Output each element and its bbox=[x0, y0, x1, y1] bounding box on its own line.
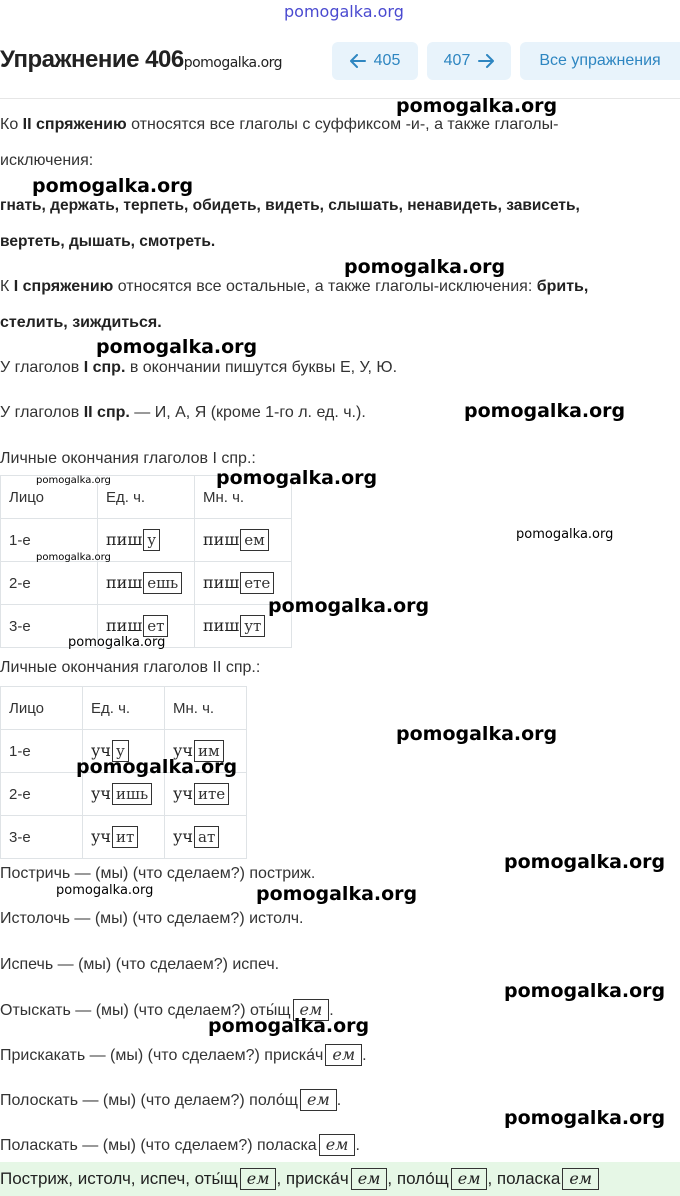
ending-box: ешь bbox=[143, 572, 182, 594]
ending-box: ет bbox=[143, 615, 168, 637]
watermark: pomogalka.org bbox=[76, 756, 238, 778]
example-text: Постричь — (мы) (что сделаем?) постриж. bbox=[0, 865, 316, 882]
watermark: pomogalka.org bbox=[216, 467, 378, 489]
ending-box: ишь bbox=[112, 783, 152, 805]
plural-cell bbox=[195, 519, 292, 562]
rule-second-conjugation bbox=[0, 116, 558, 134]
word-stem: пиш bbox=[203, 573, 240, 592]
site-logo[interactable]: pomogalka.org bbox=[284, 2, 404, 21]
rule2-pre: Ко bbox=[0, 116, 23, 133]
all-exercises-label: Все упражнения bbox=[539, 52, 661, 69]
watermark: pomogalka.org bbox=[68, 635, 166, 650]
ending-box: ем bbox=[240, 1168, 277, 1190]
endings2-pre: У глаголов bbox=[0, 404, 84, 421]
answer-text: , приска́ч bbox=[276, 1169, 349, 1188]
table-header-row bbox=[1, 687, 247, 730]
word-stem: пиш bbox=[203, 616, 240, 635]
rule1-exceptions-1: брить, bbox=[536, 278, 589, 295]
example-line bbox=[0, 865, 315, 883]
table-row bbox=[1, 816, 247, 859]
watermark: pomogalka.org bbox=[268, 595, 430, 617]
header-divider bbox=[0, 98, 680, 99]
ending-box: ем bbox=[562, 1168, 599, 1190]
table-row bbox=[1, 773, 247, 816]
answer-box bbox=[0, 1162, 680, 1196]
watermark: pomogalka.org bbox=[504, 1107, 666, 1129]
watermark: pomogalka.org bbox=[516, 527, 614, 542]
prev-exercise-button[interactable] bbox=[332, 42, 418, 80]
answer-text: , поло́щ bbox=[387, 1169, 449, 1188]
ending-box: ем bbox=[351, 1168, 388, 1190]
word-stem: уч bbox=[173, 741, 193, 760]
example-line bbox=[0, 910, 303, 928]
watermark: pomogalka.org bbox=[464, 400, 626, 422]
table-header-cell: Лицо bbox=[1, 476, 98, 519]
watermark: pomogalka.org bbox=[396, 723, 558, 745]
example-text: Поласкать — (мы) (что сделаем?) поласка bbox=[0, 1137, 317, 1154]
example-tail: . bbox=[355, 1137, 360, 1154]
watermark: pomogalka.org bbox=[396, 95, 558, 117]
example-tail: . bbox=[336, 1092, 342, 1109]
ending-box: у bbox=[112, 740, 129, 762]
person-cell: 3-е bbox=[1, 605, 98, 648]
ending-box: ем bbox=[240, 529, 269, 551]
table-header-cell: Ед. ч. bbox=[83, 687, 165, 730]
person-cell: 3-е bbox=[1, 816, 83, 859]
table-header-cell: Лицо bbox=[1, 687, 83, 730]
word-stem: уч bbox=[173, 784, 193, 803]
table-header-cell: Мн. ч. bbox=[195, 476, 292, 519]
exercise-title: Упражнение 406 bbox=[0, 46, 184, 73]
example-tail: . bbox=[362, 1047, 367, 1064]
watermark: pomogalka.org bbox=[344, 256, 506, 278]
endings2-post: — И, А, Я (кроме 1-го л. ед. ч.). bbox=[129, 404, 366, 421]
ending-box: ите bbox=[194, 783, 229, 805]
ending-box: ат bbox=[194, 826, 219, 848]
next-exercise-button[interactable] bbox=[427, 42, 511, 80]
word-stem: пиш bbox=[106, 616, 143, 635]
example-line bbox=[0, 1134, 360, 1156]
singular-cell bbox=[83, 816, 165, 859]
next-exercise-label: 407 bbox=[443, 52, 471, 69]
rule2-line2: исключения: bbox=[0, 152, 94, 169]
rule1-exceptions-2: стелить, зиждиться. bbox=[0, 314, 162, 331]
table-row bbox=[1, 562, 292, 605]
person-cell: 2-е bbox=[1, 773, 83, 816]
ending-box: ут bbox=[240, 615, 265, 637]
watermark: pomogalka.org bbox=[256, 883, 418, 905]
page-title bbox=[0, 46, 282, 74]
example-text: Отыскать — (мы) (что сделаем?) оты́щ bbox=[0, 1002, 291, 1019]
rule1-pre: К bbox=[0, 278, 14, 295]
table-header-cell: Мн. ч. bbox=[165, 687, 247, 730]
word-stem: уч bbox=[91, 784, 111, 803]
ending-box: ем bbox=[300, 1089, 337, 1111]
person-cell: 2-е bbox=[1, 562, 98, 605]
endings1-pre: У глаголов bbox=[0, 359, 84, 376]
ending-box: ем bbox=[451, 1168, 488, 1190]
ending-box: ем bbox=[293, 999, 330, 1021]
rule2-exceptions-1: гнать, держать, терпеть, обидеть, видеть, слышать, ненавидеть, зависеть, bbox=[0, 197, 580, 214]
prev-exercise-label: 405 bbox=[373, 52, 401, 69]
word-stem: уч bbox=[173, 827, 193, 846]
word-stem: пиш bbox=[203, 530, 240, 549]
rule2-exceptions-2: вертеть, дышать, смотреть. bbox=[0, 233, 216, 250]
watermark: pomogalka.org bbox=[56, 883, 154, 898]
watermark: pomogalka.org bbox=[36, 552, 111, 563]
title-watermark: pomogalka.org bbox=[183, 55, 283, 71]
endings-second-conjugation bbox=[0, 404, 366, 422]
plural-cell bbox=[165, 816, 247, 859]
word-stem: пиш bbox=[106, 573, 143, 592]
rule2-bold: II спряжению bbox=[22, 116, 127, 133]
all-exercises-button[interactable] bbox=[520, 42, 680, 80]
word-stem: пиш bbox=[106, 530, 143, 549]
example-text: Истолочь — (мы) (что сделаем?) истолч. bbox=[0, 910, 304, 927]
watermark: pomogalka.org bbox=[96, 336, 258, 358]
rule2-post: относятся все глаголы с суффиксом -и-, а также глаголы- bbox=[126, 116, 559, 133]
rule1-bold: I спряжению bbox=[13, 278, 114, 295]
answer-text: Постриж, истолч, испеч, оты́щ bbox=[0, 1169, 238, 1188]
example-line bbox=[0, 956, 279, 974]
watermark: pomogalka.org bbox=[504, 851, 666, 873]
word-stem: уч bbox=[91, 741, 111, 760]
example-tail: . bbox=[329, 1002, 334, 1019]
ending-box: ете bbox=[240, 572, 274, 594]
plural-cell bbox=[165, 773, 247, 816]
ending-box: ем bbox=[325, 1044, 362, 1066]
arrow-left-icon bbox=[350, 54, 366, 68]
ending-box: у bbox=[143, 529, 160, 551]
ending-box: ем bbox=[319, 1134, 356, 1156]
table1-caption: Личные окончания глаголов I спр.: bbox=[0, 450, 256, 467]
word-stem: уч bbox=[91, 827, 111, 846]
ending-box: ит bbox=[112, 826, 138, 848]
person-cell: 1-е bbox=[1, 519, 98, 562]
watermark: pomogalka.org bbox=[208, 1015, 370, 1037]
ending-box: им bbox=[194, 740, 224, 762]
table-header-cell: Ед. ч. bbox=[98, 476, 195, 519]
watermark: pomogalka.org bbox=[32, 175, 194, 197]
endings-first-conjugation bbox=[0, 359, 397, 377]
endings1-post: в окончании пишутся буквы Е, У, Ю. bbox=[125, 359, 398, 376]
singular-cell bbox=[98, 519, 195, 562]
watermark: pomogalka.org bbox=[504, 980, 666, 1002]
endings2-bold: II спр. bbox=[83, 404, 130, 421]
watermark: pomogalka.org bbox=[36, 475, 111, 486]
rule1-post: относятся все остальные, а также глаголы-исключения: bbox=[113, 278, 537, 295]
singular-cell bbox=[83, 773, 165, 816]
person-cell: 1-е bbox=[1, 730, 83, 773]
rule-first-conjugation bbox=[0, 278, 588, 296]
example-text: Полоскать — (мы) (что делаем?) поло́щ bbox=[0, 1092, 298, 1109]
arrow-right-icon bbox=[478, 54, 494, 68]
example-text: Прискакать — (мы) (что сделаем?) приска́ч bbox=[0, 1047, 324, 1064]
singular-cell bbox=[98, 562, 195, 605]
endings1-bold: I спр. bbox=[83, 359, 126, 376]
example-line bbox=[0, 1089, 341, 1111]
example-text: Испечь — (мы) (что сделаем?) испеч. bbox=[0, 956, 280, 973]
table2-caption: Личные окончания глаголов II спр.: bbox=[0, 659, 261, 676]
answer-text: , поласка bbox=[487, 1169, 561, 1188]
example-line bbox=[0, 1044, 367, 1066]
